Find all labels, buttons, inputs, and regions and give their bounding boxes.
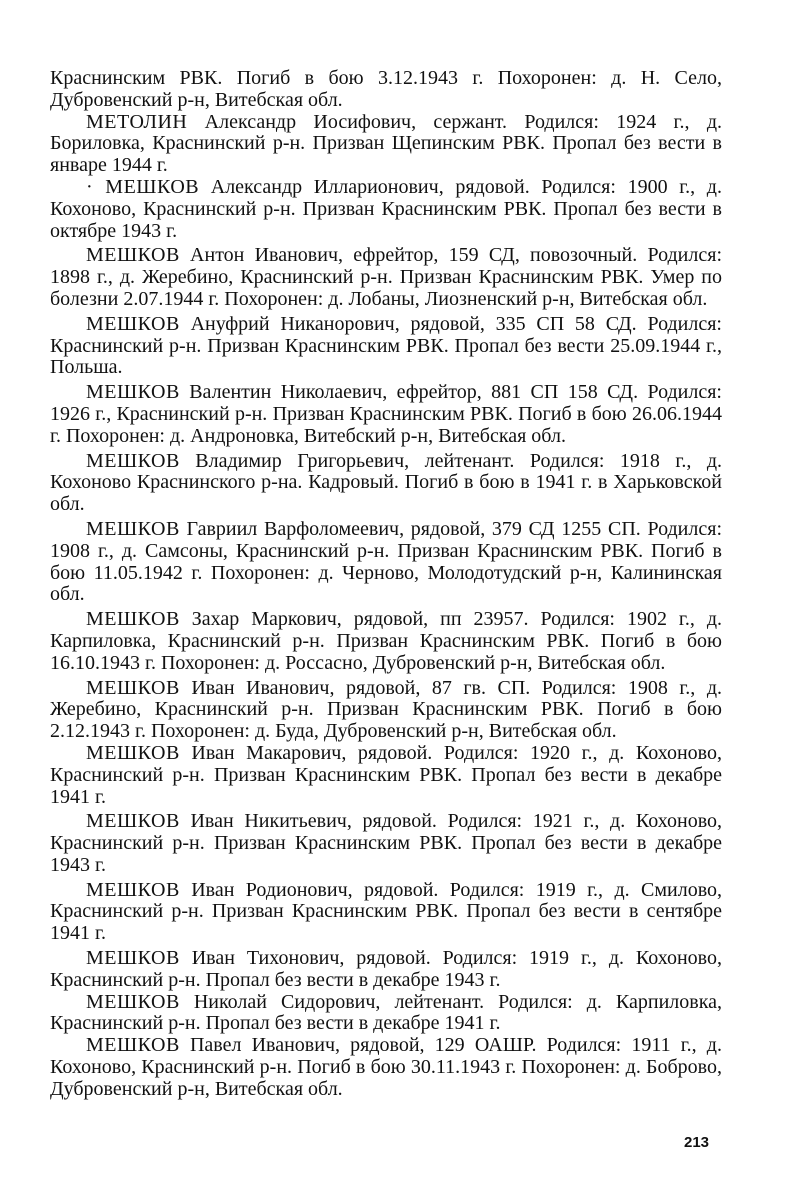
entry-text: Иван Макарович, рядовой. Родился: 1920 г., д. Кохоново, Краснинский р-н. Призван Краснинским РВК. Пропал без вести в декабре 1941 г. [50, 741, 722, 808]
entry-text: Ануфрий Никанорович, рядовой, 335 СП 58 СД. Родился: Краснинский р-н. Призван Краснинским РВК. Пропал без вести 25.09.1944 г., Польша. [50, 312, 722, 379]
entry-paragraph [50, 1035, 722, 1100]
entry-surname: МЕШКОВ [86, 381, 180, 404]
entry-text: Иван Иванович, рядовой, 87 гв. СП. Родился: 1908 г., д. Жеребино, Краснинский р-н. Призван Краснинским РВК. Погиб в бою 2.12.1943 г. Похоронен: д. Буда, Дубровенский р-н, Витебская обл. [50, 676, 722, 743]
entry-paragraph [50, 609, 722, 674]
entry-text: Александр Иосифович, сержант. Родился: 1924 г., д. Бориловка, Краснинский р-н. Призван Щепинским РВК. Пропал без вести в январе 1944 г. [50, 110, 722, 177]
entry-surname: МЕШКОВ [86, 810, 180, 833]
entry-paragraph [50, 382, 722, 447]
entry-surname: МЕШКОВ [86, 741, 180, 764]
entry-paragraph [50, 880, 722, 945]
entry-paragraph [50, 678, 722, 743]
entry-paragraph [50, 811, 722, 876]
entry-surname: МЕШКОВ [86, 947, 180, 970]
entry-surname: МЕШКОВ [86, 1034, 180, 1057]
entry-surname: МЕШКОВ [86, 676, 180, 699]
entry-text: Николай Сидорович, лейтенант. Родился: д. Карпиловка, Краснинский р-н. Пропал без вести в декабре 1941 г. [50, 990, 722, 1035]
text-column [50, 68, 722, 1101]
entry-text: Александр Илларионович, рядовой. Родился: 1900 г., д. Кохоново, Краснинский р-н. Призван Краснинским РВК. Пропал без вести в октябре 1943 г. [50, 175, 722, 242]
entry-surname: МЕШКОВ [86, 878, 180, 901]
entry-surname: · МЕШКОВ [86, 175, 200, 198]
entry-text: Антон Иванович, ефрейтор, 159 СД, повозочный. Родился: 1898 г., д. Жеребино, Краснинский р-н. Призван Краснинским РВК. Умер по болезни 2.07.1944 г. Похоронен: д. Лобаны, Лиозненский р-н, Витебская обл. [50, 244, 722, 310]
entry-surname: МЕШКОВ [86, 517, 180, 540]
entry-text: Павел Иванович, рядовой, 129 ОАШР. Родился: 1911 г., д. Кохоново, Краснинский р-н. Погиб в бою 30.11.1943 г. Похоронен: д. Боброво, Дубровенский р-н, Витебская обл. [50, 1034, 722, 1100]
entry-paragraph [50, 948, 722, 992]
entry-surname: МЕШКОВ [86, 244, 180, 267]
entry-text: Владимир Григорьевич, лейтенант. Родился: 1918 г., д. Кохоново Краснинского р-на. Кадровый. Погиб в бою в 1941 г. в Харьковской обл. [50, 449, 722, 516]
entry-paragraph [50, 245, 722, 310]
entry-paragraph [50, 177, 722, 242]
entry-paragraph [50, 519, 722, 606]
entry-paragraph [50, 992, 722, 1036]
page-number: 213 [684, 1134, 710, 1151]
entry-paragraph [50, 451, 722, 516]
entry-text: Захар Маркович, рядовой, пп 23957. Родился: 1902 г., д. Карпиловка, Краснинский р-н. Призван Краснинским РВК. Погиб в бою 16.10.1943 г. Похоронен: д. Россасно, Дубровенский р-н, Витебская обл. [50, 608, 722, 674]
entry-text: Гавриил Варфоломеевич, рядовой, 379 СД 1255 СП. Родился: 1908 г., д. Самсоны, Краснинский р-н. Призван Краснинским РВК. Погиб в бою 11.05.1942 г. Похоронен: д. Черново, Молодотудский р-н, Калининская обл. [50, 517, 722, 606]
entry-paragraph [50, 112, 722, 177]
entry-surname: МЕШКОВ [86, 312, 180, 335]
entry-surname: МЕТОЛИН [86, 110, 188, 133]
entry-text: Валентин Николаевич, ефрейтор, 881 СП 158 СД. Родился: 1926 г., Краснинский р-н. Призван Краснинским РВК. Погиб в бою 26.06.1944 г. Похоронен: д. Андроновка, Витебский р-н, Витебская обл. [50, 381, 722, 447]
entry-surname: МЕШКОВ [86, 449, 180, 472]
entry-surname: МЕШКОВ [86, 990, 180, 1013]
entry-text: Краснинским РВК. Погиб в бою 3.12.1943 г. Похоронен: д. Н. Село, Дубровенский р-н, Витебская обл. [50, 67, 722, 111]
entry-text: Иван Тихонович, рядовой. Родился: 1919 г., д. Кохоново, Краснинский р-н. Пропал без вести в декабре 1943 г. [50, 947, 722, 991]
entry-text: Иван Родионович, рядовой. Родился: 1919 г., д. Смилово, Краснинский р-н. Призван Краснинским РВК. Пропал без вести в сентябре 1941 г. [50, 878, 722, 945]
entry-continuation [50, 68, 722, 112]
entry-paragraph [50, 743, 722, 808]
entry-surname: МЕШКОВ [86, 608, 180, 631]
entry-text: Иван Никитьевич, рядовой. Родился: 1921 г., д. Кохоново, Краснинский р-н. Призван Краснинским РВК. Пропал без вести в декабре 1943 г. [50, 810, 722, 876]
entry-paragraph [50, 314, 722, 379]
